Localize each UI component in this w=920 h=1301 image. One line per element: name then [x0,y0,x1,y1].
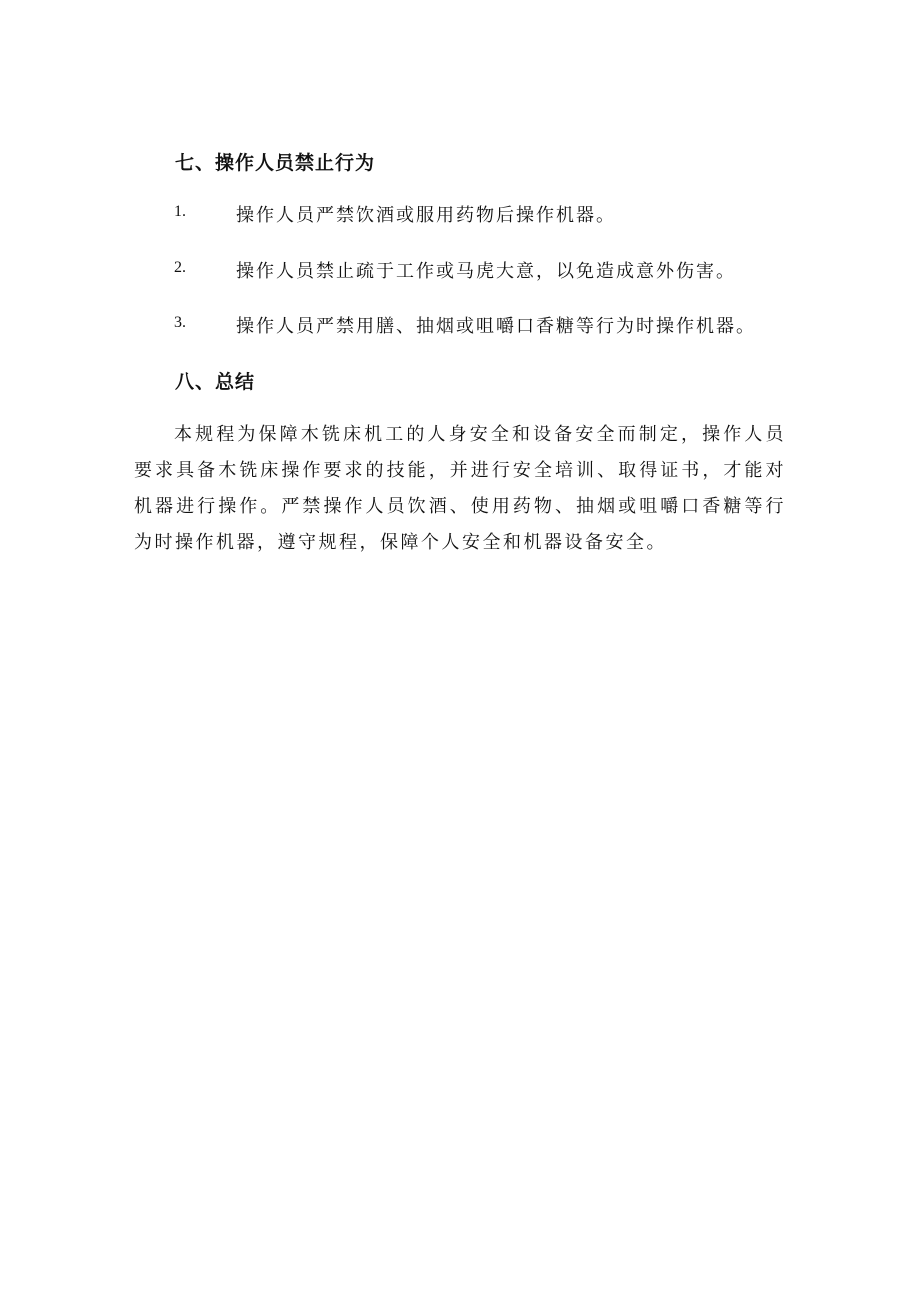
list-item-number: 3. [174,314,186,331]
list-item-text: 操作人员严禁用膳、抽烟或咀嚼口香糖等行为时操作机器。 [236,316,756,337]
summary-paragraph: 本规程为保障木铣床机工的人身安全和设备安全而制定，操作人员要求具备木铣床操作要求的技能，并进行安全培训、取得证书，才能对机器进行操作。严禁操作人员饮酒、使用药物、抽烟或咀嚼口香糖等行为时操作机器，遵守规程，保障个人安全和机器设备安全。 [134,424,786,553]
list-item-text: 操作人员禁止疏于工作或马虎大意，以免造成意外伤害。 [236,261,736,282]
list-item-text: 操作人员严禁饮酒或服用药物后操作机器。 [236,205,616,226]
list-item-number: 2. [174,259,186,276]
list-item-number: 1. [174,203,186,220]
section-heading-7: 七、操作人员禁止行为 [175,152,376,174]
section-heading-8: 八、总结 [175,371,256,393]
